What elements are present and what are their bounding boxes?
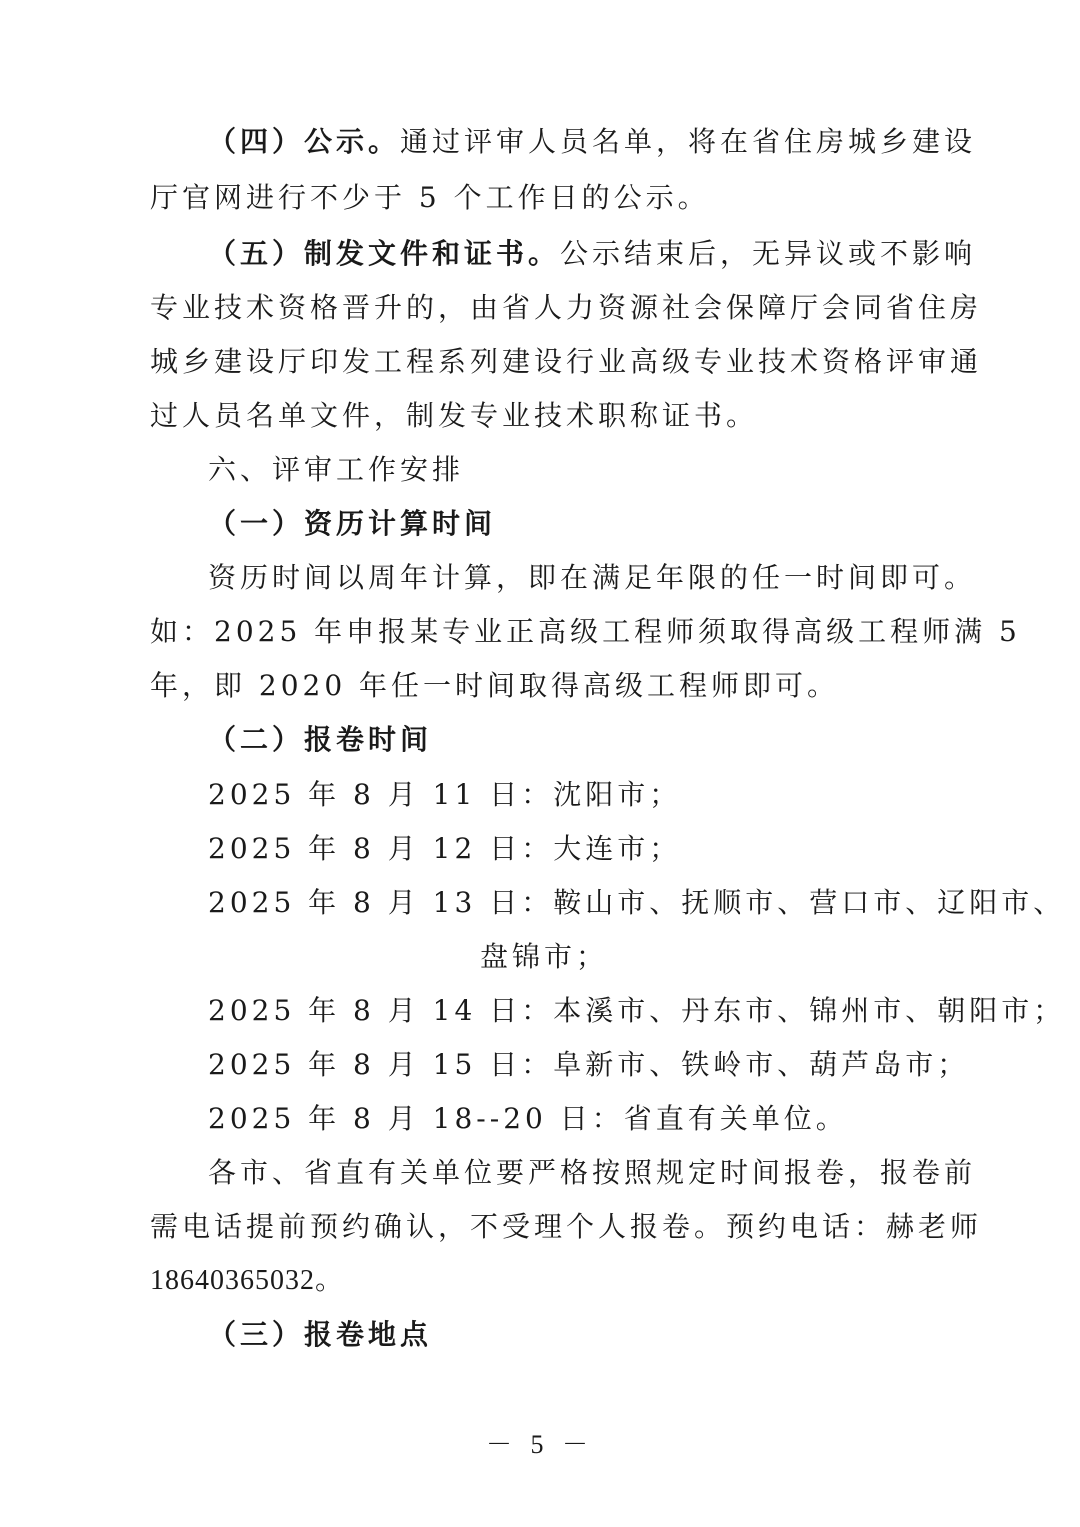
sub2-note-line1: 各市、省直有关单位要严格按照规定时间报卷，报卷前 [208, 1156, 977, 1189]
sub2-note-line2: 需电话提前预约确认，不受理个人报卷。预约电话：赫老师 [150, 1210, 983, 1243]
schedule-date: 2025 年 8 月 12 日： [208, 832, 554, 865]
schedule-date: 2025 年 8 月 18--20 日： [208, 1102, 624, 1135]
page-number: － 5 － [485, 1430, 594, 1459]
section4-line1 [150, 122, 977, 162]
schedule-places: 阜新市、铁岭市、葫芦岛市； [553, 1048, 970, 1081]
schedule-date: 2025 年 8 月 11 日： [208, 778, 554, 811]
schedule-row [208, 775, 681, 815]
schedule-date: 2025 年 8 月 13 日： [208, 886, 554, 919]
section5-line2: 专业技术资格晋升的，由省人力资源社会保障厅会同省住房 [150, 291, 983, 324]
schedule-row [208, 991, 1065, 1031]
sub1-line3: 年，即 2020 年任一时间取得高级工程师即可。 [150, 669, 840, 702]
section5-line4: 过人员名单文件，制发专业技术职称证书。 [150, 399, 759, 432]
section4-line1-text: 通过评审人员名单，将在省住房城乡建设 [400, 125, 977, 158]
section4-heading: （四）公示。 [208, 125, 401, 158]
schedule-row [208, 829, 681, 869]
section4-line2: 厅官网进行不少于 5 个工作日的公示。 [150, 181, 710, 214]
schedule-places: 沈阳市； [553, 778, 682, 811]
schedule-row [208, 883, 1065, 923]
schedule-row [208, 1099, 848, 1139]
section5-line1 [150, 234, 977, 274]
chapter6-title: 六、评审工作安排 [208, 453, 465, 486]
section5-line1-text: 公示结束后，无异议或不影响 [560, 237, 977, 270]
schedule-date: 2025 年 8 月 14 日： [208, 994, 554, 1027]
schedule-places-continued: 盘锦市； [480, 940, 609, 973]
sub3-heading: （三）报卷地点 [208, 1318, 433, 1351]
sub2-heading: （二）报卷时间 [208, 723, 433, 756]
schedule-places: 大连市； [553, 832, 682, 865]
schedule-date: 2025 年 8 月 15 日： [208, 1048, 554, 1081]
schedule-places: 本溪市、丹东市、锦州市、朝阳市； [553, 994, 1066, 1027]
sub1-line1: 资历时间以周年计算，即在满足年限的任一时间即可。 [208, 561, 977, 594]
section5-line3: 城乡建设厅印发工程系列建设行业高级专业技术资格评审通 [150, 345, 983, 378]
sub1-heading: （一）资历计算时间 [208, 507, 497, 540]
schedule-row [208, 1045, 969, 1085]
sub2-note-line3: 18640365032。 [150, 1265, 345, 1296]
schedule-places: 鞍山市、抚顺市、营口市、辽阳市、 [553, 886, 1066, 919]
section5-heading: （五）制发文件和证书。 [208, 237, 561, 270]
schedule-places: 省直有关单位。 [623, 1102, 848, 1135]
sub1-line2: 如：2025 年申报某专业正高级工程师须取得高级工程师满 5 [150, 615, 1021, 648]
